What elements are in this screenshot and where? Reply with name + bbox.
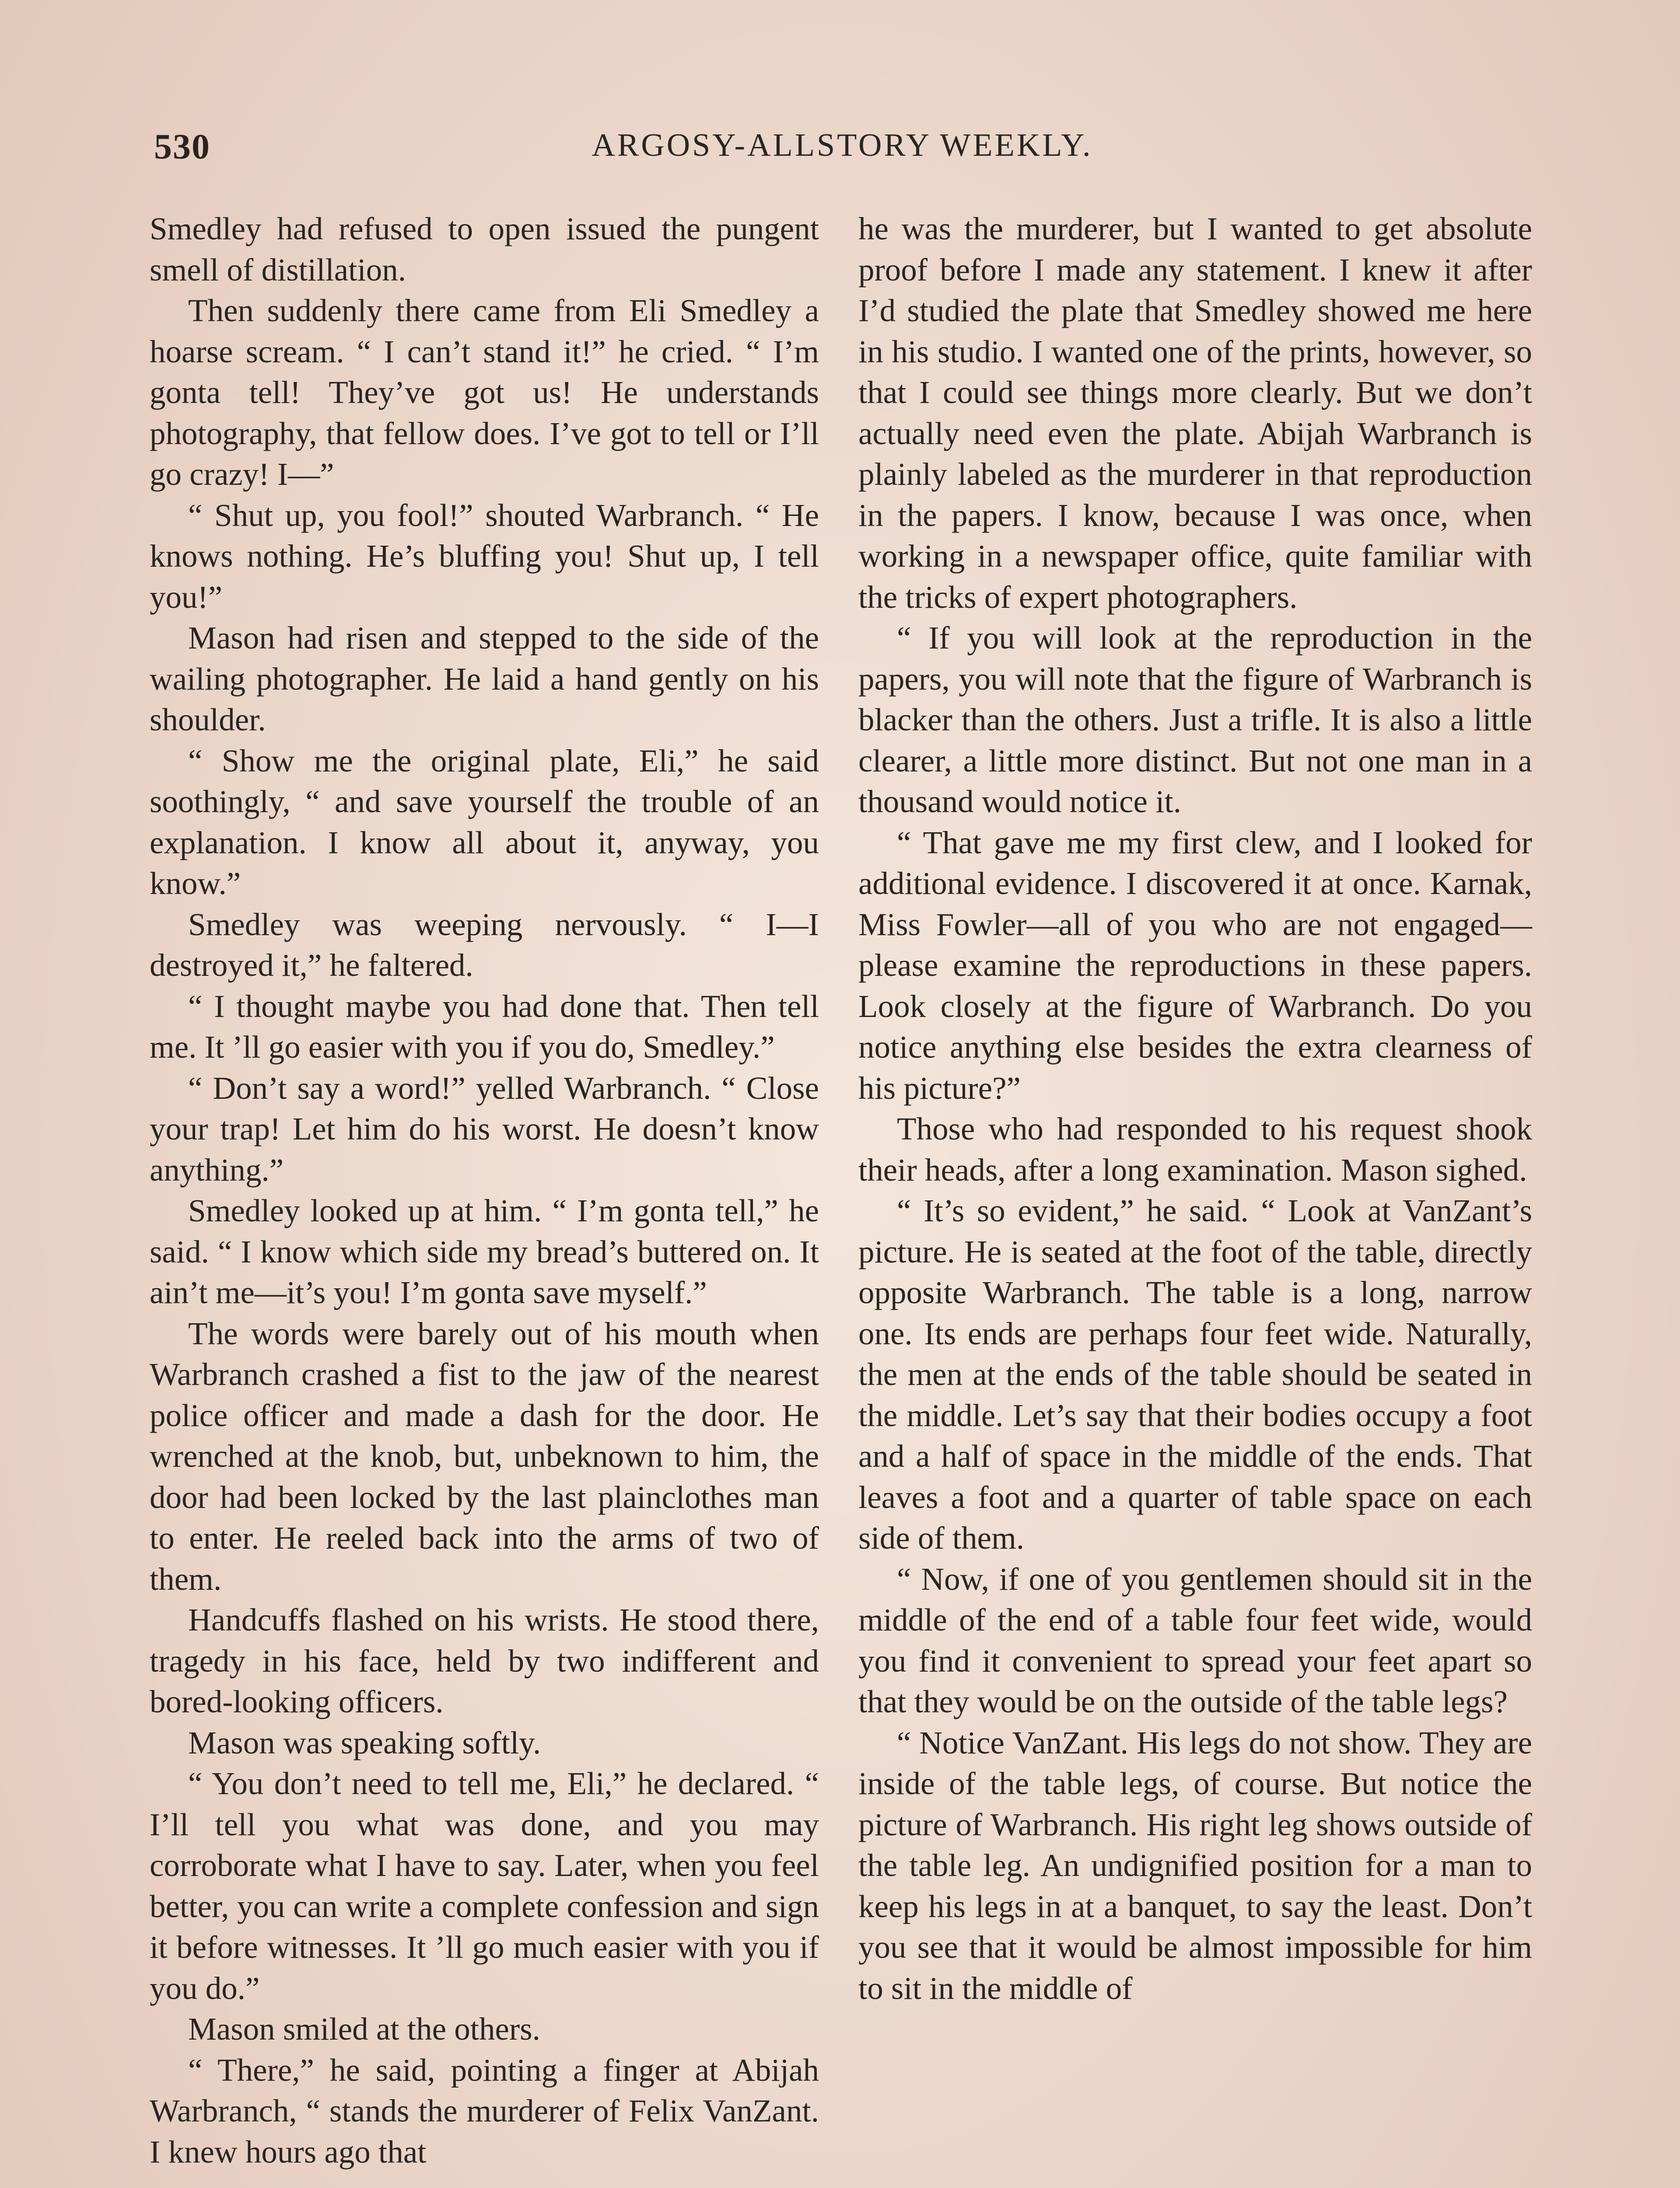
paragraph: “ Now, if one of you gentlemen should sit in the middle of the end of a table four feet wide, would you find it convenient to spread your feet apart so that they would be on the outside of the table legs? [858, 1561, 1532, 1719]
page-header [154, 126, 1530, 174]
left-column [150, 208, 819, 2172]
right-column [858, 208, 1532, 2009]
paragraph: “ It’s so evident,” he said. “ Look at VanZant’s picture. He is seated at the foot of the table, directly opposite Warbranch. The table is a long, narrow one. Its ends are perhaps four feet wide. Naturally, the men at the ends of the table should be seated in the middle. Let’s say that their bodies occupy a foot and a half of space in the middle of the ends. That leaves a foot and a quarter of table space on each side of them. [858, 1193, 1532, 1556]
paragraph: he was the murderer, but I wanted to get absolute proof before I made any statement. I knew it after I’d studied the plate that Smedley showed me here in his studio. I wanted one of the prints, however, so that I could see things more clearly. But we don’t actually need even the plate. Abijah Warbranch is plainly labeled as the murderer in that reproduction in the papers. I know, because I was once, when working in a newspaper office, quite familiar with the tricks of expert photographers. [858, 211, 1532, 615]
paragraph: “ Show me the original plate, Eli,” he said soothingly, “ and save yourself the trouble of an explanation. I know all about it, anyway, you know.” [150, 743, 819, 901]
paragraph: “ You don’t need to tell me, Eli,” he declared. “ I’ll tell you what was done, and you may corroborate what I have to say. Later, when you feel better, you can write a complete confession and sign it before witnesses. It ’ll go much easier with you if you do.” [150, 1766, 819, 2006]
page-number: 530 [154, 126, 210, 166]
paragraph: “ There,” he said, pointing a finger at Abijah Warbranch, “ stands the murderer of Felix VanZant. I knew hours ago that [150, 2052, 819, 2170]
paragraph: “ That gave me my first clew, and I looked for additional evidence. I discovered it at once. Karnak, Miss Fowler—all of you who are not engaged—please examine the reproductions in these papers. Look closely at the figure of Warbranch. Do you notice anything else besides the extra clearness of his picture?” [858, 824, 1532, 1106]
paragraph: “ Shut up, you fool!” shouted Warbranch. “ He knows nothing. He’s bluffing you! Shut up, I tell you!” [150, 497, 819, 615]
paragraph: Then suddenly there came from Eli Smedley a hoarse scream. “ I can’t stand it!” he cried. “ I’m gonta tell! They’ve got us! He understands photography, that fellow does. I’ve got to tell or I’ll go crazy! I—” [150, 293, 819, 492]
paragraph: “ I thought maybe you had done that. Then tell me. It ’ll go easier with you if you do, Smedley.” [150, 988, 819, 1065]
paragraph: “ Don’t say a word!” yelled Warbranch. “ Close your trap! Let him do his worst. He doesn’t know anything.” [150, 1070, 819, 1188]
paragraph: Mason was speaking softly. [188, 1725, 541, 1760]
paragraph: Smedley was weeping nervously. “ I—I destroyed it,” he faltered. [150, 906, 819, 983]
paragraph: “ Notice VanZant. His legs do not show. They are inside of the table legs, of course. But notice the picture of Warbranch. His right leg shows outside of the table leg. An undignified position for a man to keep his legs in at a banquet, to say the least. Don’t you see that it would be almost impossible for him to sit in the middle of [858, 1725, 1532, 2006]
paragraph: Smedley looked up at him. “ I’m gonta tell,” he said. “ I know which side my bread’s buttered on. It ain’t me—it’s you! I’m gonta save myself.” [150, 1193, 819, 1310]
running-title: ARGOSY-ALLSTORY WEEKLY. [592, 127, 1093, 163]
paragraph: “ If you will look at the reproduction in the papers, you will note that the figure of Warbranch is blacker than the others. Just a trifle. It is also a little clearer, a little more distinct. But not one man in a thousand would notice it. [858, 620, 1532, 819]
paragraph: The words were barely out of his mouth when Warbranch crashed a fist to the jaw of the nearest police officer and made a dash for the door. He wrenched at the knob, but, unbeknown to him, the door had been locked by the last plainclothes man to enter. He reeled back into the arms of two of them. [150, 1315, 819, 1597]
paragraph: Mason had risen and stepped to the side of the wailing photographer. He laid a hand gently on his shoulder. [150, 620, 819, 737]
paragraph: Mason smiled at the others. [188, 2011, 540, 2047]
paragraph: Handcuffs flashed on his wrists. He stood there, tragedy in his face, held by two indifferent and bored-looking officers. [150, 1602, 819, 1719]
paragraph: Smedley had refused to open issued the pungent smell of distillation. [150, 211, 819, 288]
paragraph: Those who had responded to his request shook their heads, after a long examination. Mason sighed. [858, 1111, 1532, 1188]
